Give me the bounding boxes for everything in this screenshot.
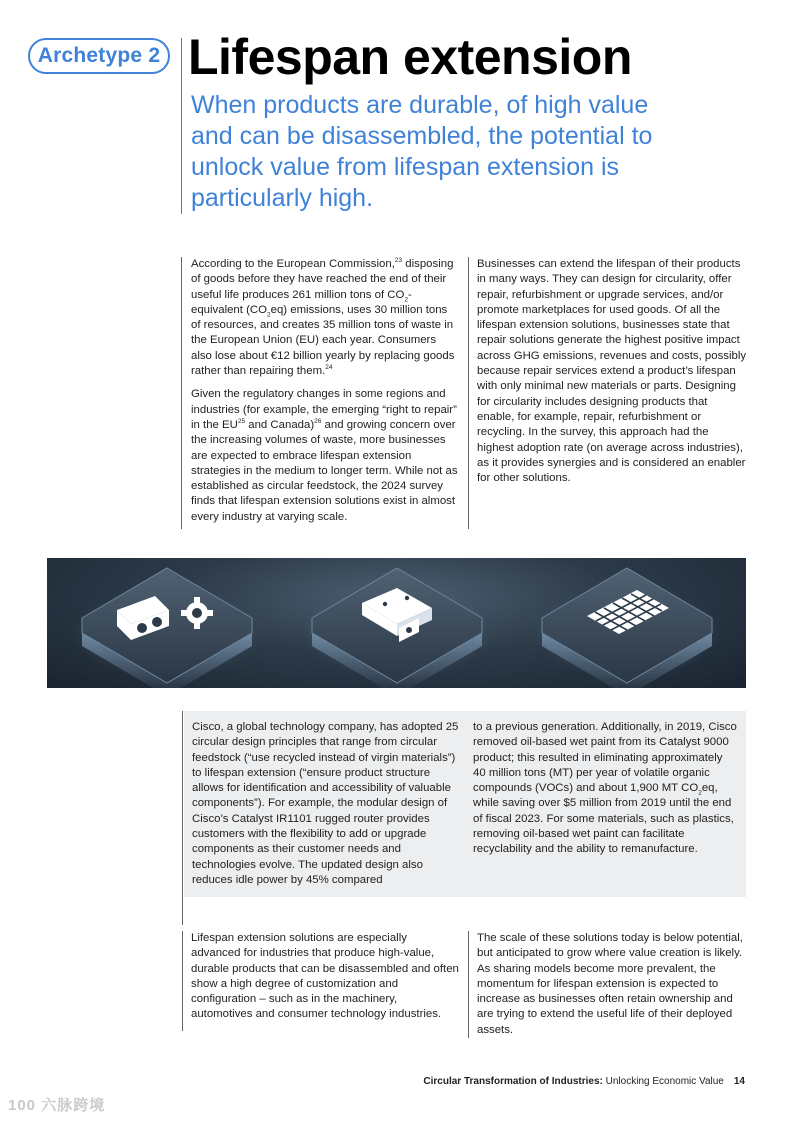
closing-paragraph-2: The scale of these solutions today is below potential, but anticipated to grow where value creation is likely. As sharing models become more prevalent, the momentum for lifespan extension is expected to increase as businesses often retain ownership and are trying to extend the useful life of their deployed assets. (477, 932, 743, 1036)
intro-right-column (477, 257, 747, 486)
case-study-paragraph-2: to a previous generation. Additionally, in 2019, Cisco removed oil-based wet paint from its Catalyst 9000 product; this resulted in eliminating approximately 40 million tons (MT) per year of volatile organic compounds (VOCs) and about 1,900 MT $CO_2eq$, while saving over $5 million from 2019 until the end of fiscal 2023. For some materials, such as plastics, removing oil-based wet paint can facilitate recyclability and the ability to remanufacture. (473, 721, 737, 856)
watermark: 100 六脉跨境 (8, 1097, 106, 1114)
closing-right-column (477, 931, 745, 1038)
page-subtitle: When products are durable, of high value and can be disassembled, the potential to unlock value from lifespan extension is particularly high. (191, 91, 653, 212)
intro-paragraph-2: Given the regulatory changes in some regions and industries (for example, the emerging “right to repair” in the EU$^{25}$ and Canada)$^{26}$ and growing concern over the increasing volumes of waste, more businesses are expected to embrace lifespan extension strategies in the medium to longer term. While not as established as circular feedstock, the 2024 survey finds that lifespan extension solutions exist in almost every industry at varying scale. (191, 388, 458, 523)
tile-hard-drive (302, 568, 492, 688)
case-study-left (192, 720, 460, 888)
banner-illustration (47, 558, 746, 688)
closing-paragraph-1: Lifespan extension solutions are especially advanced for industries that produce high-value, durable products that can be disassembled and often show a high degree of customization and configuration – such as in the machinery, automotives and consumer technology industries. (191, 932, 459, 1021)
intro-paragraph-1: According to the European Commission,$^{23}$ disposing of goods before they have reached the end of their useful life produces 261 million tons of $CO_2$-equivalent $(CO_2eq)$ emissions, uses 30 million tons of resources, and creates 35 million tons of waste in the European Union (EU) each year. Consumers also lose about €12 billion yearly by replacing goods rather than repairing them.$^{24}$ (191, 257, 455, 378)
intro-right-divider (468, 257, 469, 529)
page-number: 14 (733, 1076, 745, 1087)
intro-left-divider (181, 257, 182, 529)
page-footer (423, 1076, 745, 1087)
closing-right-divider (468, 931, 469, 1038)
case-study-paragraph-1: Cisco, a global technology company, has adopted 25 circular design principles that range from circular feedstock (“use recycled instead of virgin materials”) to lifespan extension (“ensure product structure allows for identification and accessibility of valuable components”). For example, the modular design of Cisco’s Catalyst IR1101 rugged router provides customers with the flexibility to add or upgrade components as their customer needs and technologies evolve. The updated design also reduces idle power by 45% compared (192, 721, 459, 886)
archetype-badge: Archetype 2 (28, 38, 170, 74)
case-study-right (473, 720, 738, 858)
footer-report-subtitle: Unlocking Economic Value (602, 1076, 724, 1087)
case-study-divider (182, 711, 183, 925)
intro-left-column (191, 257, 459, 525)
icon-banner (47, 558, 746, 688)
tile-machinery (72, 568, 262, 688)
tile-keyboard (532, 568, 722, 688)
page-title: Lifespan extension (188, 29, 632, 85)
closing-left-divider (182, 931, 183, 1031)
footer-report-title: Circular Transformation of Industries: (423, 1076, 603, 1087)
header-divider (181, 38, 182, 214)
intro-paragraph-3: Businesses can extend the lifespan of their products in many ways. They can design for circularity, offer repair, refurbishment or upgrade services, and/or promote marketplaces for used goods. Of all the lifespan extension solutions, businesses state that repair solutions generate the highest positive impact across GHG emissions, revenues and costs, possibly because repair services extend a product’s lifespan with only minimal new materials or parts. Designing for circularity includes designing products that enable, for example, repair, refurbishment or recycling. In the survey, this approach had the highest adoption rate (on average across industries), as it provides synergies and is considered an enabler for other solutions. (477, 258, 747, 485)
closing-left-column (191, 931, 459, 1023)
